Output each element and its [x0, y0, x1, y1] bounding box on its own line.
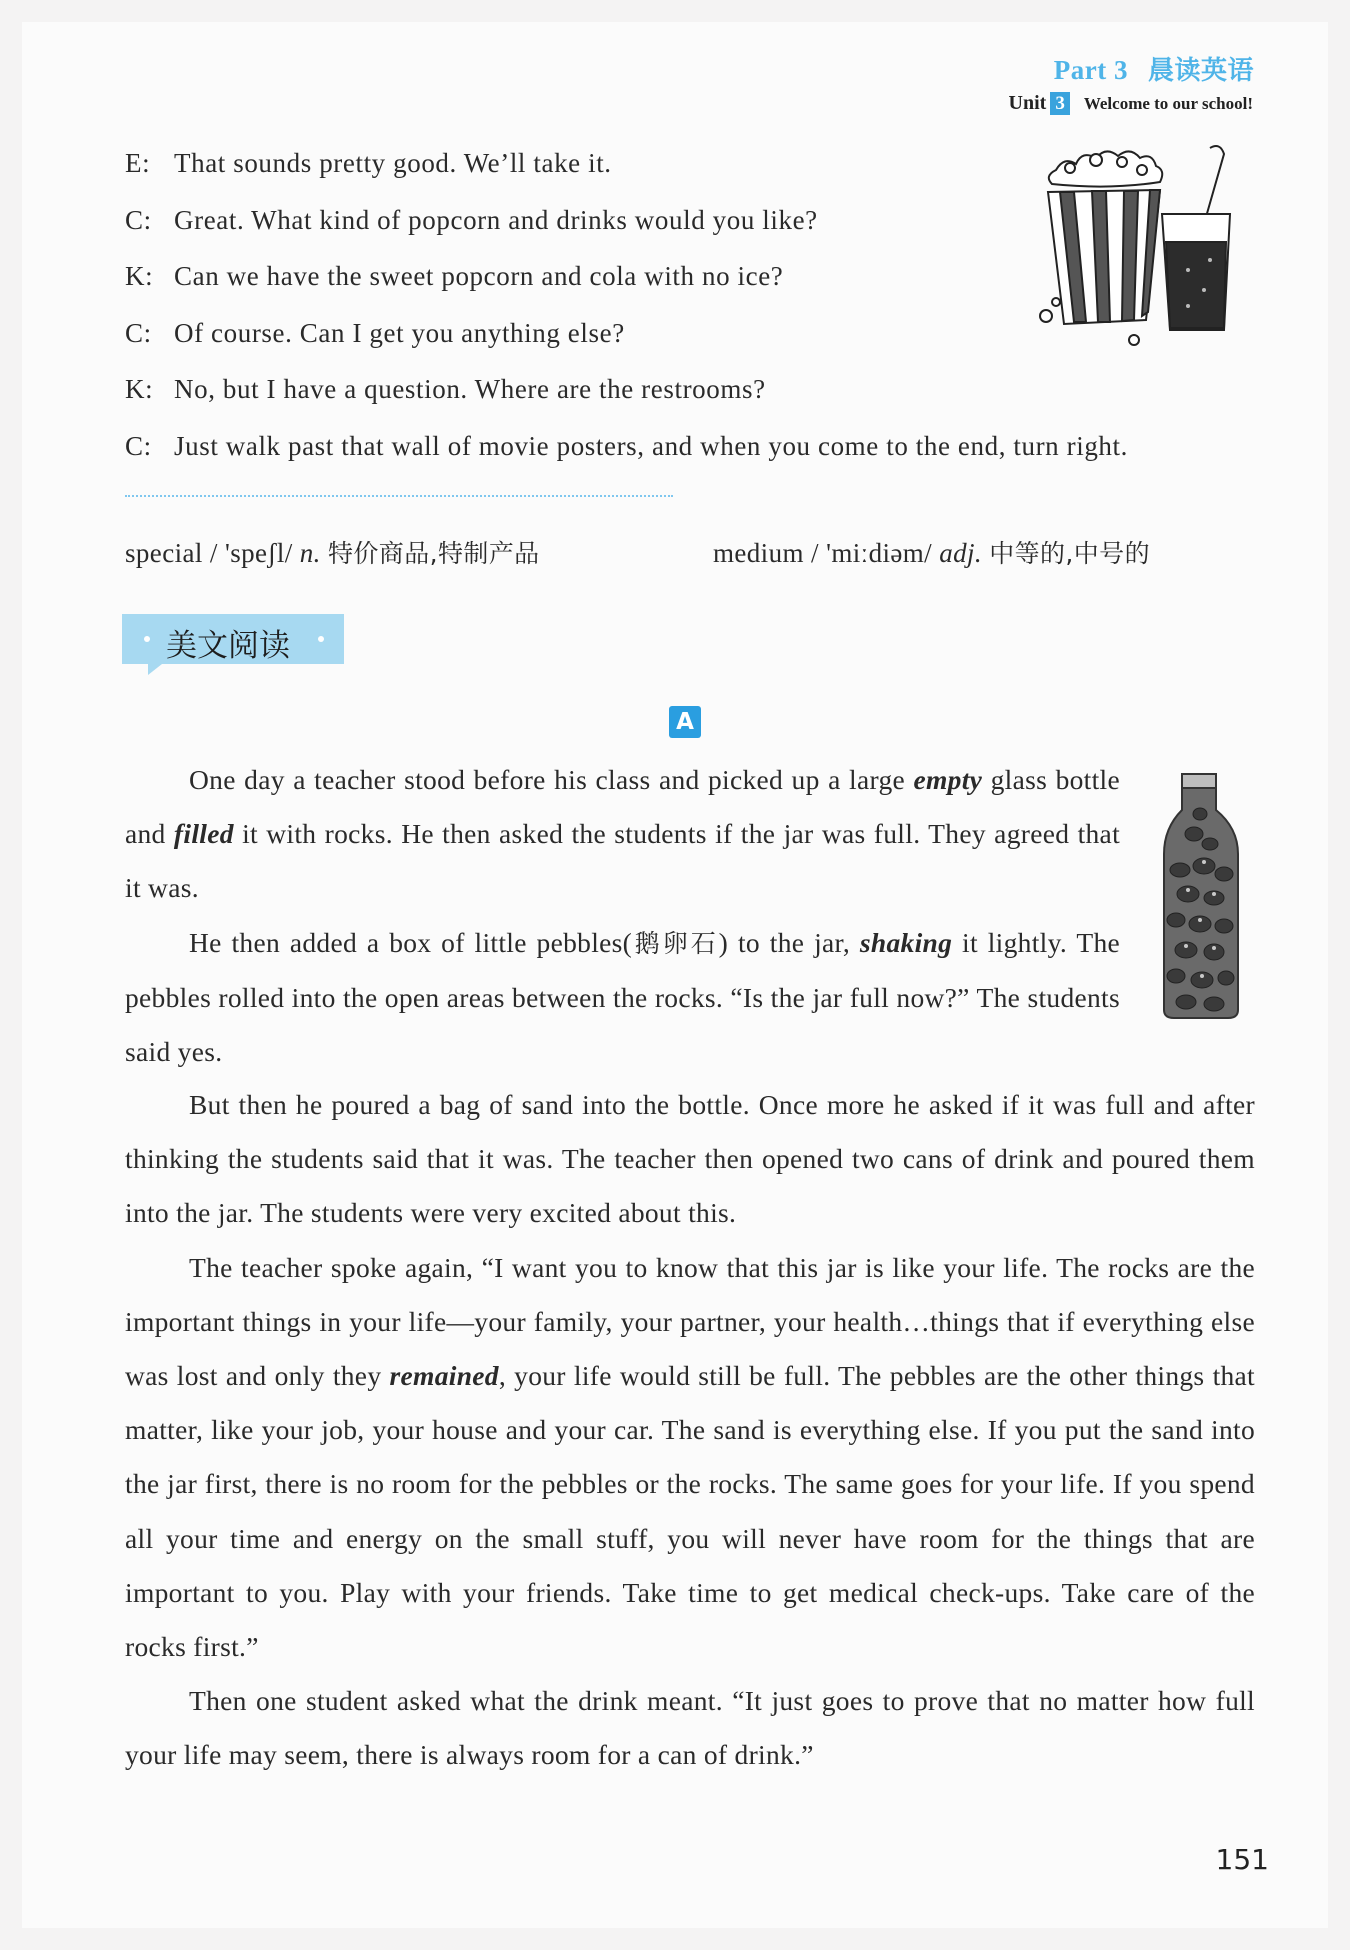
dialogue	[125, 135, 1255, 474]
part-label: Part 3	[1053, 55, 1128, 85]
speaker-label: C:	[125, 317, 152, 348]
speaker-label: C:	[125, 204, 152, 235]
keyword: empty	[913, 764, 983, 795]
speaker-label: C:	[125, 430, 152, 461]
text-run: He then added a box of little pebbles(	[189, 926, 633, 958]
vocab-item	[713, 534, 1150, 570]
dialogue-line	[125, 418, 1255, 475]
dialogue-line	[125, 248, 1255, 305]
header-part	[1054, 50, 1254, 87]
paragraph: But then he poured a bag of sand into the bottle. Once more he asked if it was full and after thinking the students said that it was. The teacher then opened two cans of drink and poured them into the jar. The students were very excited about this.	[125, 1089, 1255, 1229]
text-run: it with rocks. He then asked the students if the jar was full. They agreed that it was.	[125, 818, 1121, 904]
dialogue-text: Can we have the sweet popcorn and cola with no ice?	[174, 261, 784, 291]
vocab-phonetic: / 'speʃl/	[209, 538, 293, 568]
page-number: 151	[1215, 1843, 1269, 1876]
tag-pointer	[148, 664, 162, 675]
header-unit	[1009, 92, 1253, 115]
text-run: One day a teacher stood before his class and picked up a large	[189, 764, 914, 795]
chinese-gloss: 鹅卵石	[632, 928, 719, 958]
text-run: , your life would still be full. The pebbles are the other things that matter, like your job, your house and your car. The sand is everything else. If you put the sand into the jar first, there is no room for the pebbles or the rocks. The same goes for your life. If you spend all your time and energy on the small stuff, you will never have room for the things that are important to you. Play with your friends. Take time to get medical check-ups. Take care of the rocks first.”	[125, 1360, 1256, 1663]
passage-label: A	[669, 706, 701, 738]
unit-number-badge: 3	[1050, 92, 1070, 115]
bottle-rocks-illustration	[1160, 770, 1242, 1020]
vocab-phonetic: / 'miːdiəm/	[811, 538, 933, 568]
dialogue-line	[125, 135, 1255, 192]
vocab-pos: adj.	[939, 538, 983, 568]
vocab-pos: n.	[299, 538, 321, 568]
dialogue-text: No, but I have a question. Where are the restrooms?	[174, 374, 766, 404]
paragraph	[125, 916, 1120, 1080]
article-paragraph-1	[125, 753, 1120, 1079]
tag-dot-left	[144, 636, 150, 642]
unit-label: Unit	[1008, 92, 1047, 114]
keyword: remained	[389, 1360, 499, 1392]
vocab-word: medium	[713, 538, 804, 568]
text-run: The teacher spoke again, “I want you to know that this jar is like your life. The rocks are the important things in your life—your family, your partner, your health…things that if everything else was lost and only they	[125, 1251, 1255, 1392]
vocab-meaning: 特价商品,特制产品	[328, 539, 540, 568]
dialogue-text: Of course. Can I get you anything else?	[174, 317, 625, 348]
dialogue-text: Just walk past that wall of movie posters, and when you come to the end, turn right.	[174, 430, 1128, 461]
dialogue-line	[125, 305, 1255, 362]
unit-title: Welcome to our school!	[1083, 93, 1253, 113]
text-run: it lightly. The pebbles rolled into the open areas between the rocks. “Is the jar full now?” The students said yes.	[125, 926, 1121, 1068]
speaker-label: E:	[125, 148, 151, 178]
speaker-label: K:	[125, 374, 154, 404]
text-run: ) to the jar,	[718, 926, 860, 958]
section-title: 美文阅读	[166, 628, 290, 664]
dialogue-text: Great. What kind of popcorn and drinks would you like?	[174, 204, 818, 235]
section-tag	[122, 614, 344, 664]
keyword: shaking	[859, 926, 953, 958]
part-title-zh: 晨读英语	[1147, 56, 1254, 86]
keyword: filled	[173, 818, 234, 850]
paragraph: Then one student asked what the drink meant. “It just goes to prove that no matter how full your life may seem, there is always room for a can of drink.”	[125, 1685, 1255, 1771]
vocab-item	[125, 538, 540, 568]
paragraph	[125, 1241, 1255, 1675]
paragraph	[125, 753, 1120, 916]
article-paragraph-rest	[125, 1078, 1255, 1783]
text-run: glass bottle and	[125, 764, 1120, 850]
vocab-word: special	[125, 538, 203, 568]
dialogue-text: That sounds pretty good. We’ll take it.	[174, 148, 612, 178]
speaker-label: K:	[125, 261, 154, 291]
tag-dot-right	[318, 636, 324, 642]
vocab-list	[125, 534, 1255, 570]
dotted-divider	[125, 495, 673, 497]
vocab-meaning: 中等的,中号的	[989, 539, 1150, 568]
dialogue-line	[125, 361, 1255, 418]
dialogue-line	[125, 192, 1255, 249]
